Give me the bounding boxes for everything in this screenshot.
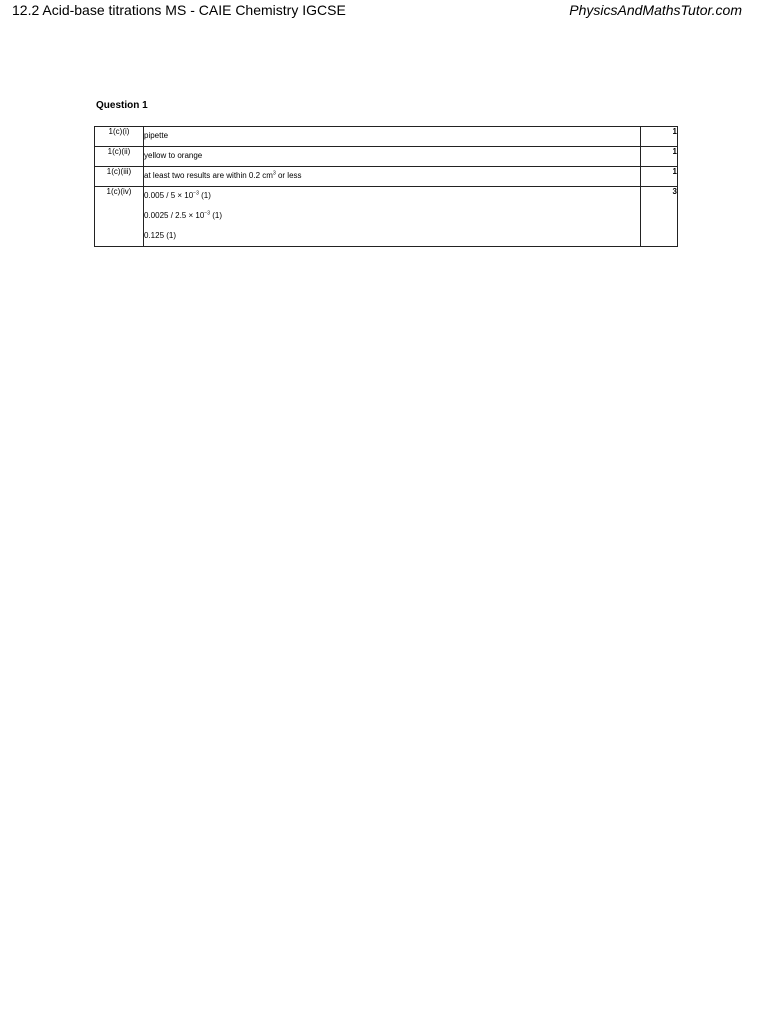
question-number: 1(c)(iv) bbox=[95, 187, 144, 247]
answer-text-main: 0.125 (1) bbox=[144, 231, 177, 240]
answer-text: yellow to orange bbox=[144, 151, 203, 160]
site-name: PhysicsAndMathsTutor.com bbox=[569, 2, 742, 18]
answer-line bbox=[144, 226, 640, 246]
question-number: 1(c)(i) bbox=[95, 127, 144, 147]
question-number: 1(c)(ii) bbox=[95, 147, 144, 167]
answer-text-tail: (1) bbox=[198, 191, 211, 200]
answer-line bbox=[144, 187, 640, 206]
answer-text-main: 0.0025 / 2.5 × 10 bbox=[144, 211, 205, 220]
table-row bbox=[95, 147, 678, 167]
answer-text: pipette bbox=[144, 131, 169, 140]
mark-scheme-table bbox=[94, 126, 678, 247]
answer-cell bbox=[144, 167, 641, 187]
superscript: 3 bbox=[272, 170, 276, 177]
answer-text bbox=[144, 167, 640, 186]
superscript: −3 bbox=[204, 210, 210, 217]
marks-cell: 1 bbox=[641, 127, 678, 147]
question-number: 1(c)(iii) bbox=[95, 167, 144, 187]
table-row bbox=[95, 187, 678, 247]
answer-text-tail: (1) bbox=[209, 211, 222, 220]
marks-cell: 3 bbox=[641, 187, 678, 247]
marks-cell: 1 bbox=[641, 147, 678, 167]
table-row bbox=[95, 167, 678, 187]
marks-cell: 1 bbox=[641, 167, 678, 187]
table-row bbox=[95, 127, 678, 147]
superscript: −3 bbox=[193, 190, 199, 197]
document-title: 12.2 Acid-base titrations MS - CAIE Chemistry IGCSE bbox=[12, 2, 346, 18]
answer-text-main: 0.005 / 5 × 10 bbox=[144, 191, 194, 200]
answer-cell bbox=[144, 147, 641, 167]
answer-text-main: at least two results are within 0.2 cm bbox=[144, 171, 273, 180]
answer-line bbox=[144, 206, 640, 226]
answer-text-tail: or less bbox=[275, 171, 302, 180]
question-title: Question 1 bbox=[96, 100, 148, 111]
answer-cell bbox=[144, 187, 641, 247]
answer-cell bbox=[144, 127, 641, 147]
